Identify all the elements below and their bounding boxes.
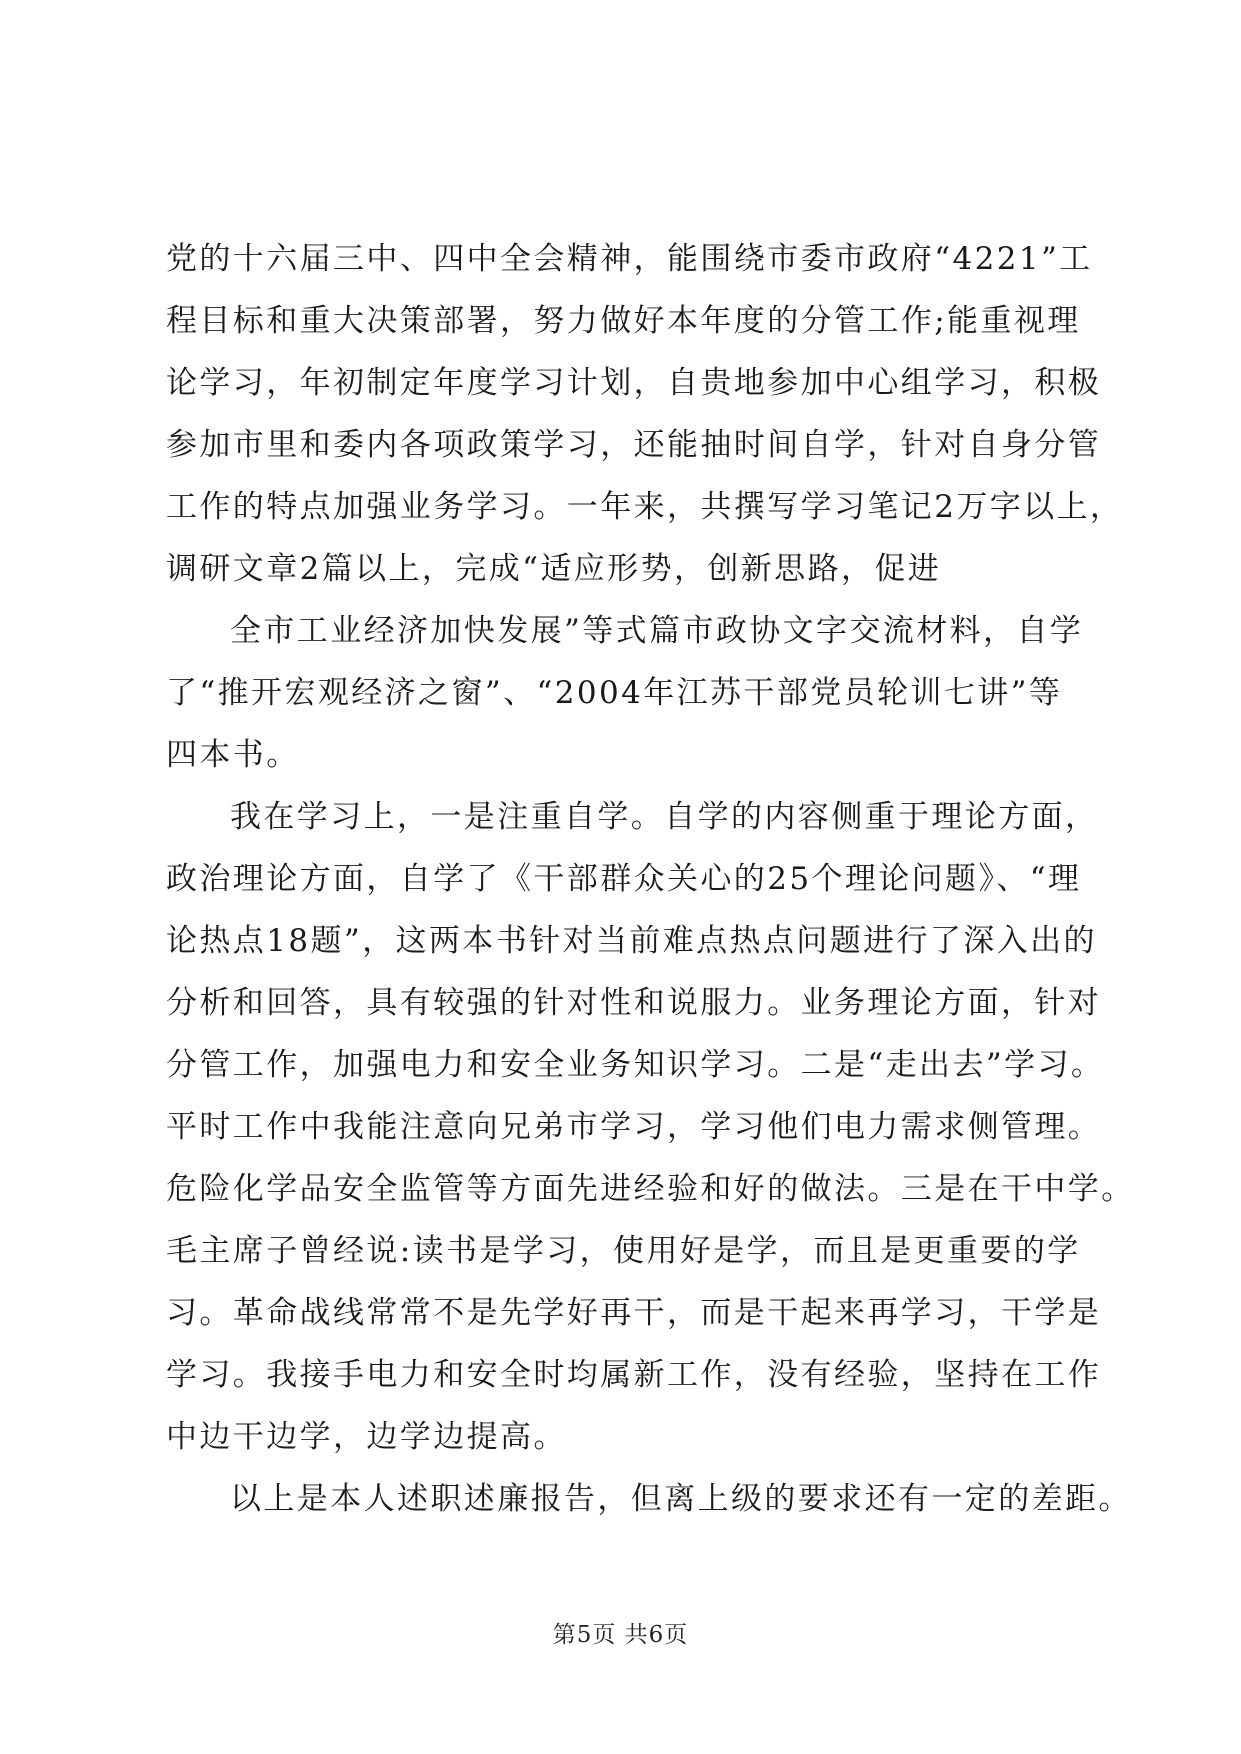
text-line-21: 以上是本人述职述廉报告，但离上级的要求还有一定的差距。 [230, 1481, 1132, 1517]
text-line-2: 程目标和重大决策部署，努力做好本年度的分管工作;能重视理 [166, 303, 1081, 339]
text-line-19: 学习。我接手电力和安全时均属新工作，没有经验，坚持在工作 [166, 1357, 1102, 1393]
text-line-13: 分析和回答，具有较强的针对性和说服力。业务理论方面，针对 [166, 985, 1102, 1021]
text-line-1: 党的十六届三中、四中全会精神，能围绕市委市政府“4221”工 [166, 241, 1093, 277]
text-line-7: 全市工业经济加快发展”等式篇市政协文字交流材料，自学 [230, 613, 1084, 649]
text-line-16: 危险化学品安全监管等方面先进经验和好的做法。三是在干中学。 [166, 1171, 1135, 1207]
text-line-20: 中边干边学，边学边提高。 [166, 1419, 567, 1455]
text-line-8: 了“推开宏观经济之窗”、“2004年江苏干部党员轮训七讲”等 [166, 675, 1063, 711]
text-line-9: 四本书。 [166, 737, 300, 773]
text-line-3: 论学习，年初制定年度学习计划，自贵地参加中心组学习，积极 [166, 365, 1102, 401]
text-line-4: 参加市里和委内各项政策学习，还能抽时间自学，针对自身分管 [166, 427, 1102, 463]
text-line-12: 论热点18题”，这两本书针对当前难点热点问题进行了深入出的 [166, 923, 1097, 959]
text-line-17: 毛主席子曾经说:读书是学习，使用好是学，而且是更重要的学 [166, 1233, 1081, 1269]
page-number-footer: 第5页 共6页 [552, 1622, 689, 1648]
text-line-5: 工作的特点加强业务学习。一年来，共撰写学习笔记2万字以上， [166, 489, 1124, 525]
text-line-6: 调研文章2篇以上，完成“适应形势，创新思路，促进 [166, 551, 942, 587]
body-text [166, 228, 1135, 1530]
text-line-11: 政治理论方面，自学了《干部群众关心的25个理论问题》、“理 [166, 861, 1082, 897]
text-line-18: 习。革命战线常常不是先学好再干，而是干起来再学习，干学是 [166, 1295, 1102, 1331]
text-line-10: 我在学习上，一是注重自学。自学的内容侧重于理论方面， [230, 799, 1099, 835]
text-line-15: 平时工作中我能注意向兄弟市学习，学习他们电力需求侧管理。 [166, 1109, 1102, 1145]
text-line-14: 分管工作，加强电力和安全业务知识学习。二是“走出去”学习。 [166, 1047, 1105, 1083]
